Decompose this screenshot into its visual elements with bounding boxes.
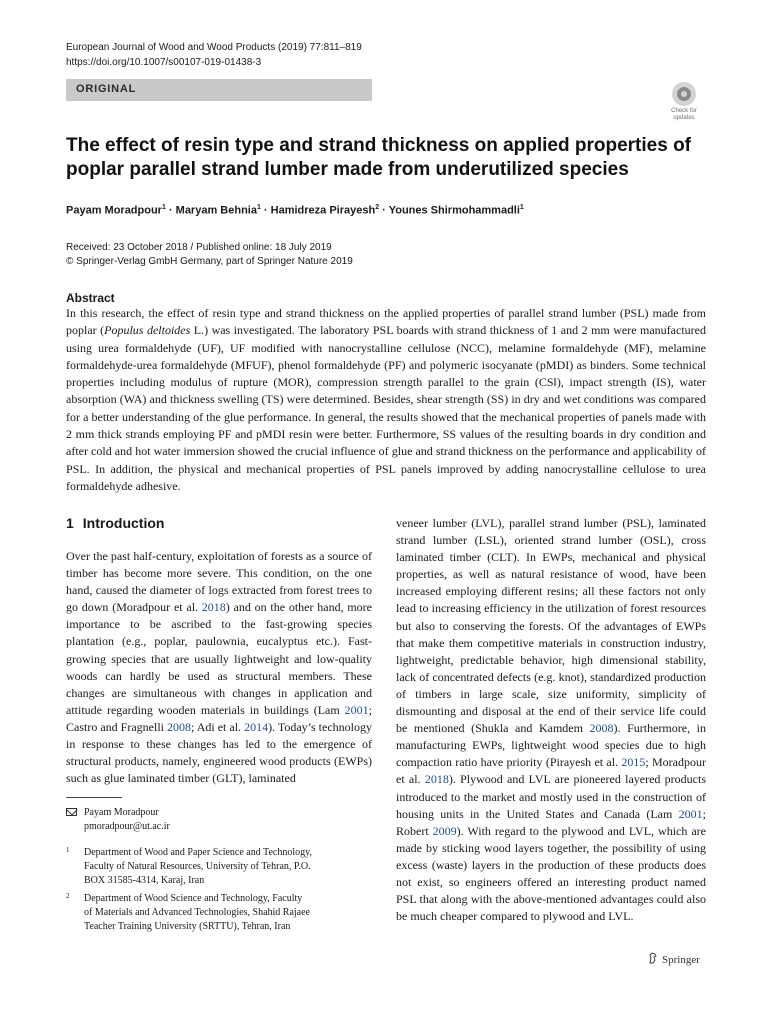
received-published-dates: Received: 23 October 2018 / Published online: 18 July 2019: [66, 242, 332, 253]
journal-citation: European Journal of Wood and Wood Products (2019) 77:811–819: [66, 42, 362, 53]
abstract-heading: Abstract: [66, 291, 115, 305]
corresponding-author-email[interactable]: pmoradpour@ut.ac.ir: [84, 821, 170, 832]
citation-link[interactable]: 2001: [678, 806, 703, 821]
corresponding-author-name: Payam Moradpour: [84, 807, 159, 818]
citation-link[interactable]: 2015: [621, 755, 646, 770]
author-name[interactable]: Hamidreza Pirayesh: [270, 204, 376, 217]
affiliation-line: Faculty of Natural Resources, University of Tehran, P.O.: [84, 861, 311, 872]
publisher-name: Springer: [662, 954, 700, 966]
abstract-body: [66, 305, 706, 495]
citation-link[interactable]: 2018: [424, 772, 449, 787]
footnote-divider: [66, 797, 122, 798]
doi-link[interactable]: https://doi.org/10.1007/s00107-019-01438-3: [66, 57, 262, 68]
affiliation-line: Department of Wood Science and Technology, Faculty: [84, 893, 303, 904]
citation-link[interactable]: 2008: [167, 719, 192, 734]
author-name[interactable]: Younes Shirmohammadli: [388, 204, 520, 217]
citation-link[interactable]: 2001: [344, 702, 369, 717]
check-updates-icon: [672, 82, 696, 106]
check-for-updates-badge[interactable]: [664, 82, 704, 124]
affiliation-line: of Materials and Advanced Technologies, Shahid Rajaee: [84, 907, 310, 918]
affiliation-2: [66, 892, 310, 934]
abstract-species-name: Populus deltoides: [104, 323, 191, 338]
body-column-right: veneer lumber (LVL), parallel strand lumber (PSL), laminated strand lumber (LSL), oriented strand lumber (OSL), cross laminated timber (CLT). In EWPs, mechanical and physical properties, as well as natural resistance of wood, have been increased employing different resins; all these factors not only lead to increasing efficiency in the utilization of forest resources but also to conserving the forests. Of the advantages of EWPs that make them competitive materials in construction industry, lightweight, predictable behavior, high dimensional stability, lack of concentrated defects (e.g. knot), standardized production of timbers in large scale, size uniformity, simplicity of dismounting and disposal at the end of their service life could be mentioned (Shukla and Kamdem 2008). Furthermore, in manufacturing EWPs, lightweight wood species due to high compaction ratio have priority (Pirayesh et al. 2015; Moradpour et al. 2018). Plywood and LVL are pioneered layered products introduced to the market and mostly used in the construction of housing units in the United States and Canada (Lam 2001; Robert 2009). With regard to the plywood and LVL, which are made by sticking wood layers together, the possibility of using excess (waste) layers in the production of these products does not exist, so engineers offered an interesting product named PSL that along with the above-mentioned advantages could also be much cheaper compared to plywood and LVL.: [396, 516, 707, 924]
body-column-left: Over the past half-century, exploitation of forests as a source of timber has become more severe. This condition, on the one hand, caused the diameter of logs extracted from forest trees to go down (Moradpour et al. 2018) and on the other hand, more importance to be ascribed to the fast-growing species plantation (e.g., poplar, paulownia, eucalyptus etc.). Fast-growing species that are usually lightweight and low-quality woods can hardly be used as structural members. These changes are simultaneous with changes in application and attitude regarding wooden materials in buildings (Lam 2001; Castro and Fragnelli 2008; Adi et al. 2014). Today’s technology in response to these changes has led to the emergence of structural products, namely, engineered wood products (EWPs) such as glue laminated timber (GLT), laminated: [66, 549, 373, 786]
journal-header: [66, 40, 362, 70]
author-affiliation-mark: 2: [375, 204, 380, 211]
article-type-label: ORIGINAL: [76, 83, 137, 95]
corresponding-author: [66, 806, 170, 834]
author-separator: ·: [165, 204, 176, 217]
author-affiliation-mark: 1: [161, 204, 166, 211]
envelope-icon: [66, 808, 77, 816]
affiliation-1: [66, 846, 312, 888]
check-updates-line2: updates: [673, 115, 695, 121]
affiliation-line: BOX 31585-4314, Karaj, Iran: [84, 875, 205, 886]
author-name[interactable]: Maryam Behnia: [175, 204, 257, 217]
publisher-footer: [648, 952, 700, 966]
springer-horse-icon: [648, 952, 658, 964]
author-separator: ·: [260, 204, 271, 217]
section-title: Introduction: [82, 515, 165, 531]
author-separator: ·: [379, 204, 389, 217]
author-name[interactable]: Payam Moradpour: [66, 204, 162, 217]
affiliation-line: Teacher Training University (SRTTU), Tehran, Iran: [84, 921, 291, 932]
citation-link[interactable]: 2014: [244, 719, 269, 734]
author-affiliation-mark: 1: [519, 204, 524, 211]
copyright-line: © Springer-Verlag GmbH Germany, part of Springer Nature 2019: [66, 256, 353, 267]
author-affiliation-mark: 1: [256, 204, 261, 211]
publication-dates: [66, 241, 353, 269]
section-number: 1: [66, 515, 74, 531]
affiliation-mark: 2: [66, 892, 70, 900]
affiliation-line: Department of Wood and Paper Science and Technology,: [84, 847, 312, 858]
citation-link[interactable]: 2009: [432, 823, 457, 838]
citation-link[interactable]: 2008: [589, 721, 614, 736]
affiliation-mark: 1: [66, 846, 70, 854]
paper-title: The effect of resin type and strand thickness on applied properties of poplar parallel strand lumber made from underutilized species: [66, 135, 692, 180]
author-list: [66, 204, 524, 217]
citation-link[interactable]: 2018: [201, 600, 226, 615]
abstract-text: L.) was investigated. The laboratory PSL boards with strand thickness of 1 and 2 mm were manufactured using urea formaldehyde (UF), UF modified with nanocrystalline cellulose (NCC), melamine formaldehyde (MF), melamine formaldehyde-urea formaldehyde (MFUF), phenol formaldehyde (PF) and polymeric isocyanate (pMDI) as binders. Some technical properties including modulus of rupture (MOR), compression strength parallel to the grain (CSǁ), impact strength (IS), water absorption (WA) and thickness swelling (TS) were determined. Besides, shear strength (SS) in dry and wet conditions was compared for a better understanding of the glue performance. In general, the results showed that the mechanical properties of panels made with 2 mm thick strands employing PF and pMDI resin were better. Furthermore, SS values of the resulting boards in dry condition and after cold and hot water immersion showed the crucial influence of glue and strand thickness on the performance and applicability of PSL. In addition, the physical and mechanical properties of PSL panels improved by adding nanocrystalline cellulose to urea formaldehyde adhesive.: [66, 323, 706, 493]
article-type-banner: [66, 79, 372, 101]
section-heading-introduction: [66, 515, 164, 531]
abstract-text: In this research, the effect of resin type and strand thickness on the applied properties of parallel strand lumber (PSL) made from poplar (: [66, 306, 706, 338]
check-updates-line1: Check for: [671, 108, 697, 114]
